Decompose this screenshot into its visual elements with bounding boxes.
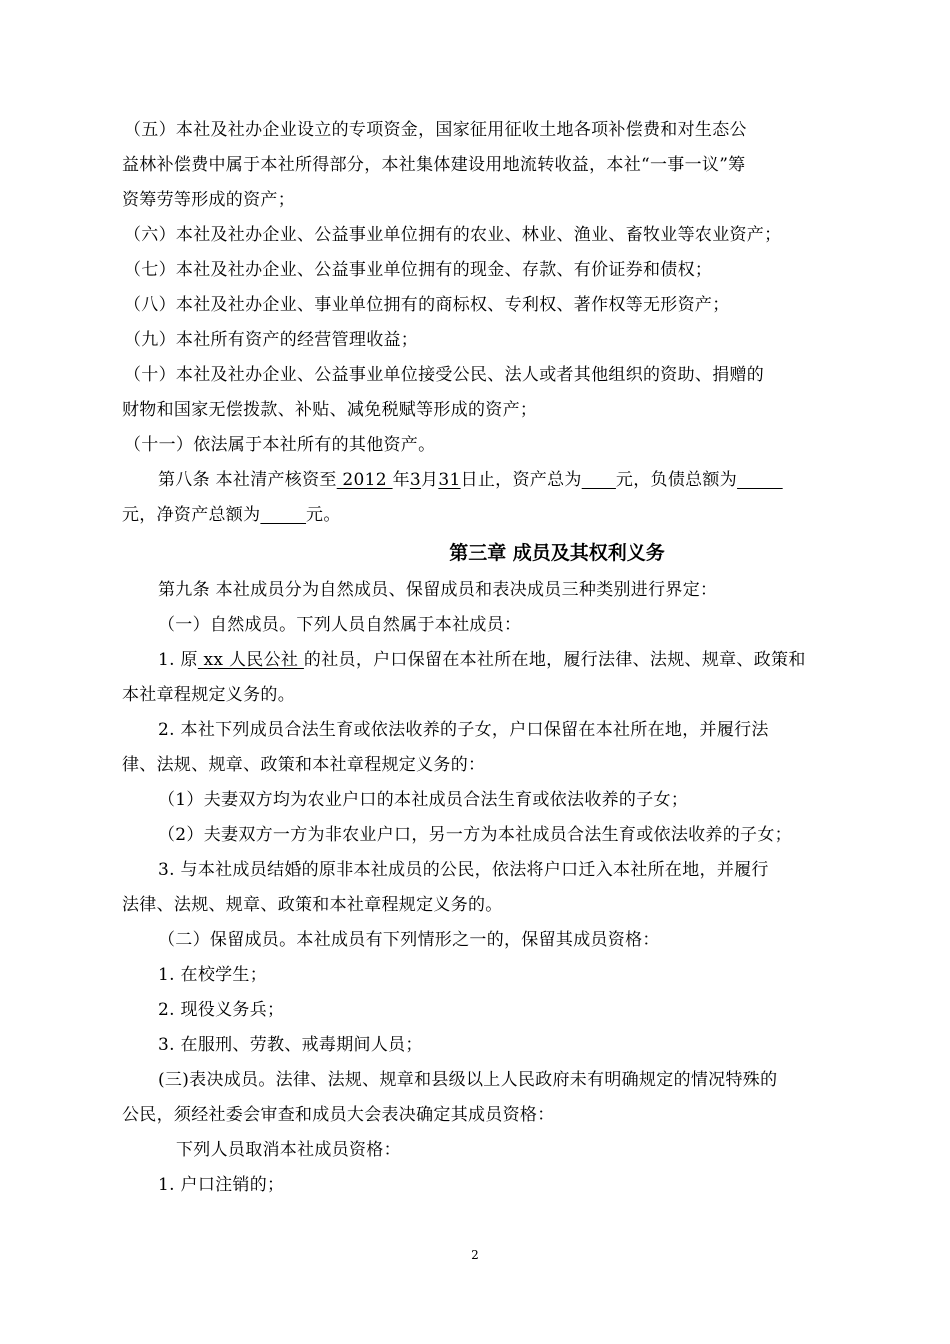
paragraph-line: 律、法规、规章、政策和本社章程规定义务的：	[122, 755, 486, 775]
reserved-member-heading: （二）保留成员。本社成员有下列情形之一的，保留其成员资格：	[158, 930, 660, 950]
paragraph-line: 2. 本社下列成员合法生育或依法收养的子女，户口保留在本社所在地，并履行法	[158, 720, 769, 740]
paragraph-line: （八）本社及社办企业、事业单位拥有的商标权、专利权、著作权等无形资产；	[124, 295, 730, 315]
article-8-month-suffix: 月	[421, 470, 439, 490]
paragraph-line: （六）本社及社办企业、公益事业单位拥有的农业、林业、渔业、畜牧业等农业资产；	[124, 225, 782, 245]
article-8-mid: 日止，资产总为	[460, 470, 582, 490]
page-number: 2	[471, 1248, 479, 1262]
paragraph-line: 公民，须经社委会审查和成员大会表决确定其成员资格：	[122, 1105, 555, 1125]
paragraph-line: （七）本社及社办企业、公益事业单位拥有的现金、存款、有价证券和债权；	[124, 260, 713, 280]
article-8-debt-blank	[737, 470, 783, 490]
paragraph-line: （五）本社及社办企业设立的专项资金，国家征用征收土地各项补偿费和对生态公	[124, 120, 747, 140]
paragraph-line: （十一）依法属于本社所有的其他资产。	[124, 435, 436, 455]
chapter-heading: 第三章 成员及其权利义务	[449, 542, 665, 564]
list-item: 2. 现役义务兵；	[158, 1000, 285, 1020]
list-item: 1. 在校学生；	[158, 965, 268, 985]
article-9-intro: 第九条 本社成员分为自然成员、保留成员和表决成员三种类别进行界定：	[158, 580, 718, 600]
article-8-prefix: 第八条 本社清产核资至	[158, 470, 337, 490]
article-8-year: 2012	[336, 470, 393, 490]
article-8-year-suffix: 年	[392, 470, 410, 490]
voting-member-heading: (三)表决成员。法律、法规、规章和县级以上人民政府未有明确规定的情况特殊的	[158, 1070, 778, 1090]
paragraph-line: （1）夫妻双方均为农业户口的本社成员合法生育或依法收养的子女；	[158, 790, 689, 810]
article-8-asset-blank	[582, 470, 616, 490]
article-8-line-2	[122, 503, 832, 527]
natural-member-heading: （一）自然成员。下列人员自然属于本社成员：	[158, 615, 522, 635]
paragraph-line: 法律、法规、规章、政策和本社章程规定义务的。	[122, 895, 503, 915]
article-8-day: 31	[438, 470, 461, 490]
article-8-line-1	[158, 468, 868, 492]
paragraph-line	[158, 648, 868, 672]
article-8-mid2: 元，负债总额为	[615, 470, 738, 490]
list-item: 1. 户口注销的；	[158, 1175, 285, 1195]
commune-name: xx 人民公社	[197, 650, 304, 670]
paragraph-line: （十）本社及社办企业、公益事业单位接受公民、法人或者其他组织的资助、捐赠的	[124, 365, 765, 385]
article-8-line2-prefix: 元，净资产总额为	[122, 505, 261, 525]
item-1-prefix: 1. 原	[158, 650, 198, 670]
cancellation-heading: 下列人员取消本社成员资格：	[176, 1140, 401, 1160]
item-1-suffix: 的社员，户口保留在本社所在地，履行法律、法规、规章、政策和	[303, 650, 806, 670]
list-item: 3. 在服刑、劳教、戒毒期间人员；	[158, 1035, 423, 1055]
paragraph-line: （2）夫妻双方一方为非农业户口，另一方为本社成员合法生育或依法收养的子女；	[158, 825, 792, 845]
article-8-line2-suffix: 元。	[306, 505, 341, 525]
article-8-month: 3	[409, 470, 422, 490]
paragraph-line: 资筹劳等形成的资产；	[122, 190, 295, 210]
paragraph-line: 财物和国家无偿拨款、补贴、减免税赋等形成的资产；	[122, 400, 538, 420]
paragraph-line: （九）本社所有资产的经营管理收益；	[124, 330, 419, 350]
paragraph-line: 3. 与本社成员结婚的原非本社成员的公民，依法将户口迁入本社所在地，并履行	[158, 860, 769, 880]
article-8-net-asset-blank	[260, 505, 306, 525]
paragraph-line: 本社章程规定义务的。	[122, 685, 295, 705]
paragraph-line: 益林补偿费中属于本社所得部分，本社集体建设用地流转收益，本社“一事一议”筹	[122, 155, 746, 175]
